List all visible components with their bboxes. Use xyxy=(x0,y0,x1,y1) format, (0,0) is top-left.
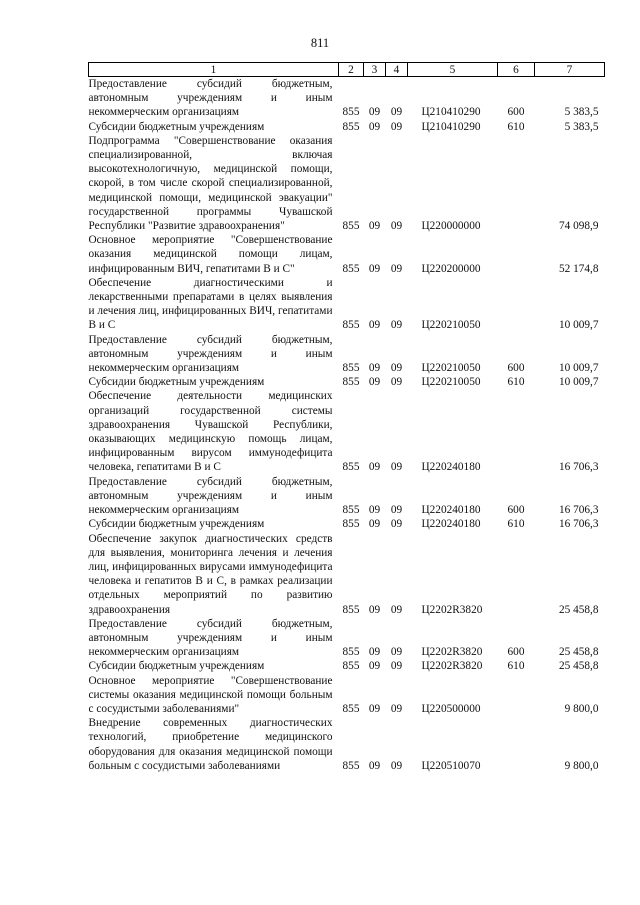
expense-type-code xyxy=(498,134,535,233)
section-code: 09 xyxy=(368,376,381,389)
target-article-code: Ц220510070 xyxy=(421,759,481,772)
row-description: Подпрограмма "Совершенствование оказания специализированной, включая высокотехнологичную, медицинской помощи, скорой, в том числе скорой специализированной, медицинской помощи, медицинской эвакуации" государственной программы Чувашской Республики "Развитие здравоохранения" xyxy=(88,134,333,233)
table-row xyxy=(89,134,605,233)
row-description: Предоставление субсидий бюджетным, автономным учреждениям и иным некоммерческим организациям xyxy=(88,617,333,659)
row-description: Предоставление субсидий бюджетным, автономным учреждениям и иным некоммерческим организациям xyxy=(88,78,333,119)
column-header: 5 xyxy=(408,63,498,77)
section-code: 09 xyxy=(368,106,381,119)
page-number: 811 xyxy=(310,36,330,50)
table-row xyxy=(89,333,605,376)
ministry-code: 855 xyxy=(342,220,360,233)
table-row xyxy=(89,659,605,673)
section-code: 09 xyxy=(368,319,381,332)
subsection-code: 09 xyxy=(390,646,403,659)
ministry-code: 855 xyxy=(342,461,360,474)
table-row xyxy=(89,517,605,531)
amount: 25 458,8 xyxy=(558,603,599,616)
target-article-code: Ц220240180 xyxy=(421,504,481,517)
subsection-code: 09 xyxy=(390,504,403,517)
target-article-code: Ц220210050 xyxy=(421,376,481,389)
expense-type-code xyxy=(498,532,535,617)
subsection-code: 09 xyxy=(390,319,403,332)
column-header: 6 xyxy=(498,63,535,77)
table-row xyxy=(89,674,605,717)
ministry-code: 855 xyxy=(342,702,360,715)
table-row xyxy=(89,475,605,518)
amount: 10 009,7 xyxy=(558,319,599,332)
target-article-code: Ц220500000 xyxy=(421,702,481,715)
amount: 10 009,7 xyxy=(558,376,599,389)
section-code: 09 xyxy=(368,220,381,233)
row-description: Основное мероприятие "Совершенствование системы оказания медицинской помощи больным с сосудистыми заболеваниями" xyxy=(88,674,333,715)
subsection-code: 09 xyxy=(390,461,403,474)
ministry-code: 855 xyxy=(342,518,360,531)
subsection-code: 09 xyxy=(390,660,403,673)
table-row xyxy=(89,276,605,333)
amount: 16 706,3 xyxy=(558,504,599,517)
table-row xyxy=(89,716,605,773)
column-header: 2 xyxy=(339,63,364,77)
expense-type-code: 610 xyxy=(507,120,525,133)
table-row xyxy=(89,120,605,134)
row-description: Предоставление субсидий бюджетным, автономным учреждениям и иным некоммерческим организациям xyxy=(88,475,333,517)
subsection-code: 09 xyxy=(390,376,403,389)
subsection-code: 09 xyxy=(390,362,403,375)
table-row xyxy=(89,233,605,276)
row-description: Субсидии бюджетным учреждениям xyxy=(88,660,265,673)
row-description: Субсидии бюджетным учреждениям xyxy=(88,518,265,531)
subsection-code: 09 xyxy=(390,702,403,715)
expense-type-code: 610 xyxy=(507,376,525,389)
expense-type-code: 610 xyxy=(507,518,525,531)
table-row xyxy=(89,389,605,474)
row-description: Субсидии бюджетным учреждениям xyxy=(88,120,265,133)
target-article-code: Ц2202R3820 xyxy=(421,660,483,673)
table-row xyxy=(89,375,605,389)
ministry-code: 855 xyxy=(342,120,360,133)
expense-type-code: 600 xyxy=(507,646,525,659)
section-code: 09 xyxy=(368,603,381,616)
expense-type-code: 600 xyxy=(507,504,525,517)
column-header: 4 xyxy=(386,63,408,77)
expense-type-code: 600 xyxy=(507,362,525,375)
section-code: 09 xyxy=(368,759,381,772)
row-description: Основное мероприятие "Совершенствование оказания медицинской помощи лицам, инфицированным ВИЧ, гепатитами B и C" xyxy=(88,234,333,275)
table-row xyxy=(89,532,605,617)
amount: 25 458,8 xyxy=(558,660,599,673)
amount: 9 800,0 xyxy=(564,702,599,715)
target-article-code: Ц220210050 xyxy=(421,319,481,332)
subsection-code: 09 xyxy=(390,518,403,531)
amount: 5 383,5 xyxy=(564,106,599,119)
subsection-code: 09 xyxy=(390,120,403,133)
target-article-code: Ц220000000 xyxy=(421,220,481,233)
column-header: 3 xyxy=(364,63,386,77)
table-row xyxy=(89,77,605,120)
section-code: 09 xyxy=(368,518,381,531)
subsection-code: 09 xyxy=(390,603,403,616)
row-description: Обеспечение диагностическими и лекарственными препаратами в целях выявления и лечения лиц, инфицированных ВИЧ, гепатитами B и C xyxy=(88,276,333,332)
target-article-code: Ц220240180 xyxy=(421,461,481,474)
amount: 5 383,5 xyxy=(564,120,599,133)
section-code: 09 xyxy=(368,504,381,517)
ministry-code: 855 xyxy=(342,362,360,375)
table-row xyxy=(89,617,605,660)
subsection-code: 09 xyxy=(390,106,403,119)
target-article-code: Ц220200000 xyxy=(421,262,481,275)
target-article-code: Ц2202R3820 xyxy=(421,646,483,659)
row-description: Внедрение современных диагностических технологий, приобретение медицинского оборудования для оказания медицинской помощи больным с сосудистыми заболеваниями xyxy=(88,717,333,772)
section-code: 09 xyxy=(368,362,381,375)
ministry-code: 855 xyxy=(342,504,360,517)
ministry-code: 855 xyxy=(342,319,360,332)
ministry-code: 855 xyxy=(342,262,360,275)
table-body xyxy=(89,77,605,773)
ministry-code: 855 xyxy=(342,646,360,659)
subsection-code: 09 xyxy=(390,220,403,233)
row-description: Обеспечение закупок диагностических средств для выявления, мониторинга лечения и лечения лиц, инфицированных вирусами иммунодефицита человека и гепатитов B и C, в рамках реализации отдельных мероприятий по развитию здравоохранения xyxy=(88,532,333,616)
target-article-code: Ц2202R3820 xyxy=(421,603,483,616)
amount: 25 458,8 xyxy=(558,646,599,659)
target-article-code: Ц210410290 xyxy=(421,106,481,119)
row-description: Субсидии бюджетным учреждениям xyxy=(88,376,265,389)
amount: 10 009,7 xyxy=(558,362,599,375)
amount: 16 706,3 xyxy=(558,518,599,531)
budget-table xyxy=(88,62,605,773)
section-code: 09 xyxy=(368,262,381,275)
section-code: 09 xyxy=(368,646,381,659)
target-article-code: Ц220210050 xyxy=(421,362,481,375)
amount: 74 098,9 xyxy=(558,220,599,233)
section-code: 09 xyxy=(368,461,381,474)
expense-type-code xyxy=(498,716,535,773)
ministry-code: 855 xyxy=(342,660,360,673)
row-description: Предоставление субсидий бюджетным, автономным учреждениям и иным некоммерческим организациям xyxy=(88,333,333,375)
target-article-code: Ц220240180 xyxy=(421,518,481,531)
table-header-row xyxy=(89,63,605,77)
column-header: 1 xyxy=(89,63,339,77)
expense-type-code xyxy=(498,674,535,717)
amount: 52 174,8 xyxy=(558,262,599,275)
ministry-code: 855 xyxy=(342,603,360,616)
target-article-code: Ц210410290 xyxy=(421,120,481,133)
section-code: 09 xyxy=(368,660,381,673)
section-code: 09 xyxy=(368,702,381,715)
ministry-code: 855 xyxy=(342,759,360,772)
column-header: 7 xyxy=(535,63,605,77)
expense-type-code xyxy=(498,389,535,474)
expense-type-code: 610 xyxy=(507,660,525,673)
expense-type-code xyxy=(498,233,535,276)
subsection-code: 09 xyxy=(390,262,403,275)
subsection-code: 09 xyxy=(390,759,403,772)
amount: 16 706,3 xyxy=(558,461,599,474)
row-description: Обеспечение деятельности медицинских организаций государственной системы здравоохранения Чувашской Республики, оказывающих медицинскую помощь лицам, инфицированным вирусом иммунодефицита человека, гепатитами B и C xyxy=(88,390,333,474)
ministry-code: 855 xyxy=(342,376,360,389)
section-code: 09 xyxy=(368,120,381,133)
ministry-code: 855 xyxy=(342,106,360,119)
amount: 9 800,0 xyxy=(564,759,599,772)
expense-type-code: 600 xyxy=(507,106,525,119)
expense-type-code xyxy=(498,276,535,333)
